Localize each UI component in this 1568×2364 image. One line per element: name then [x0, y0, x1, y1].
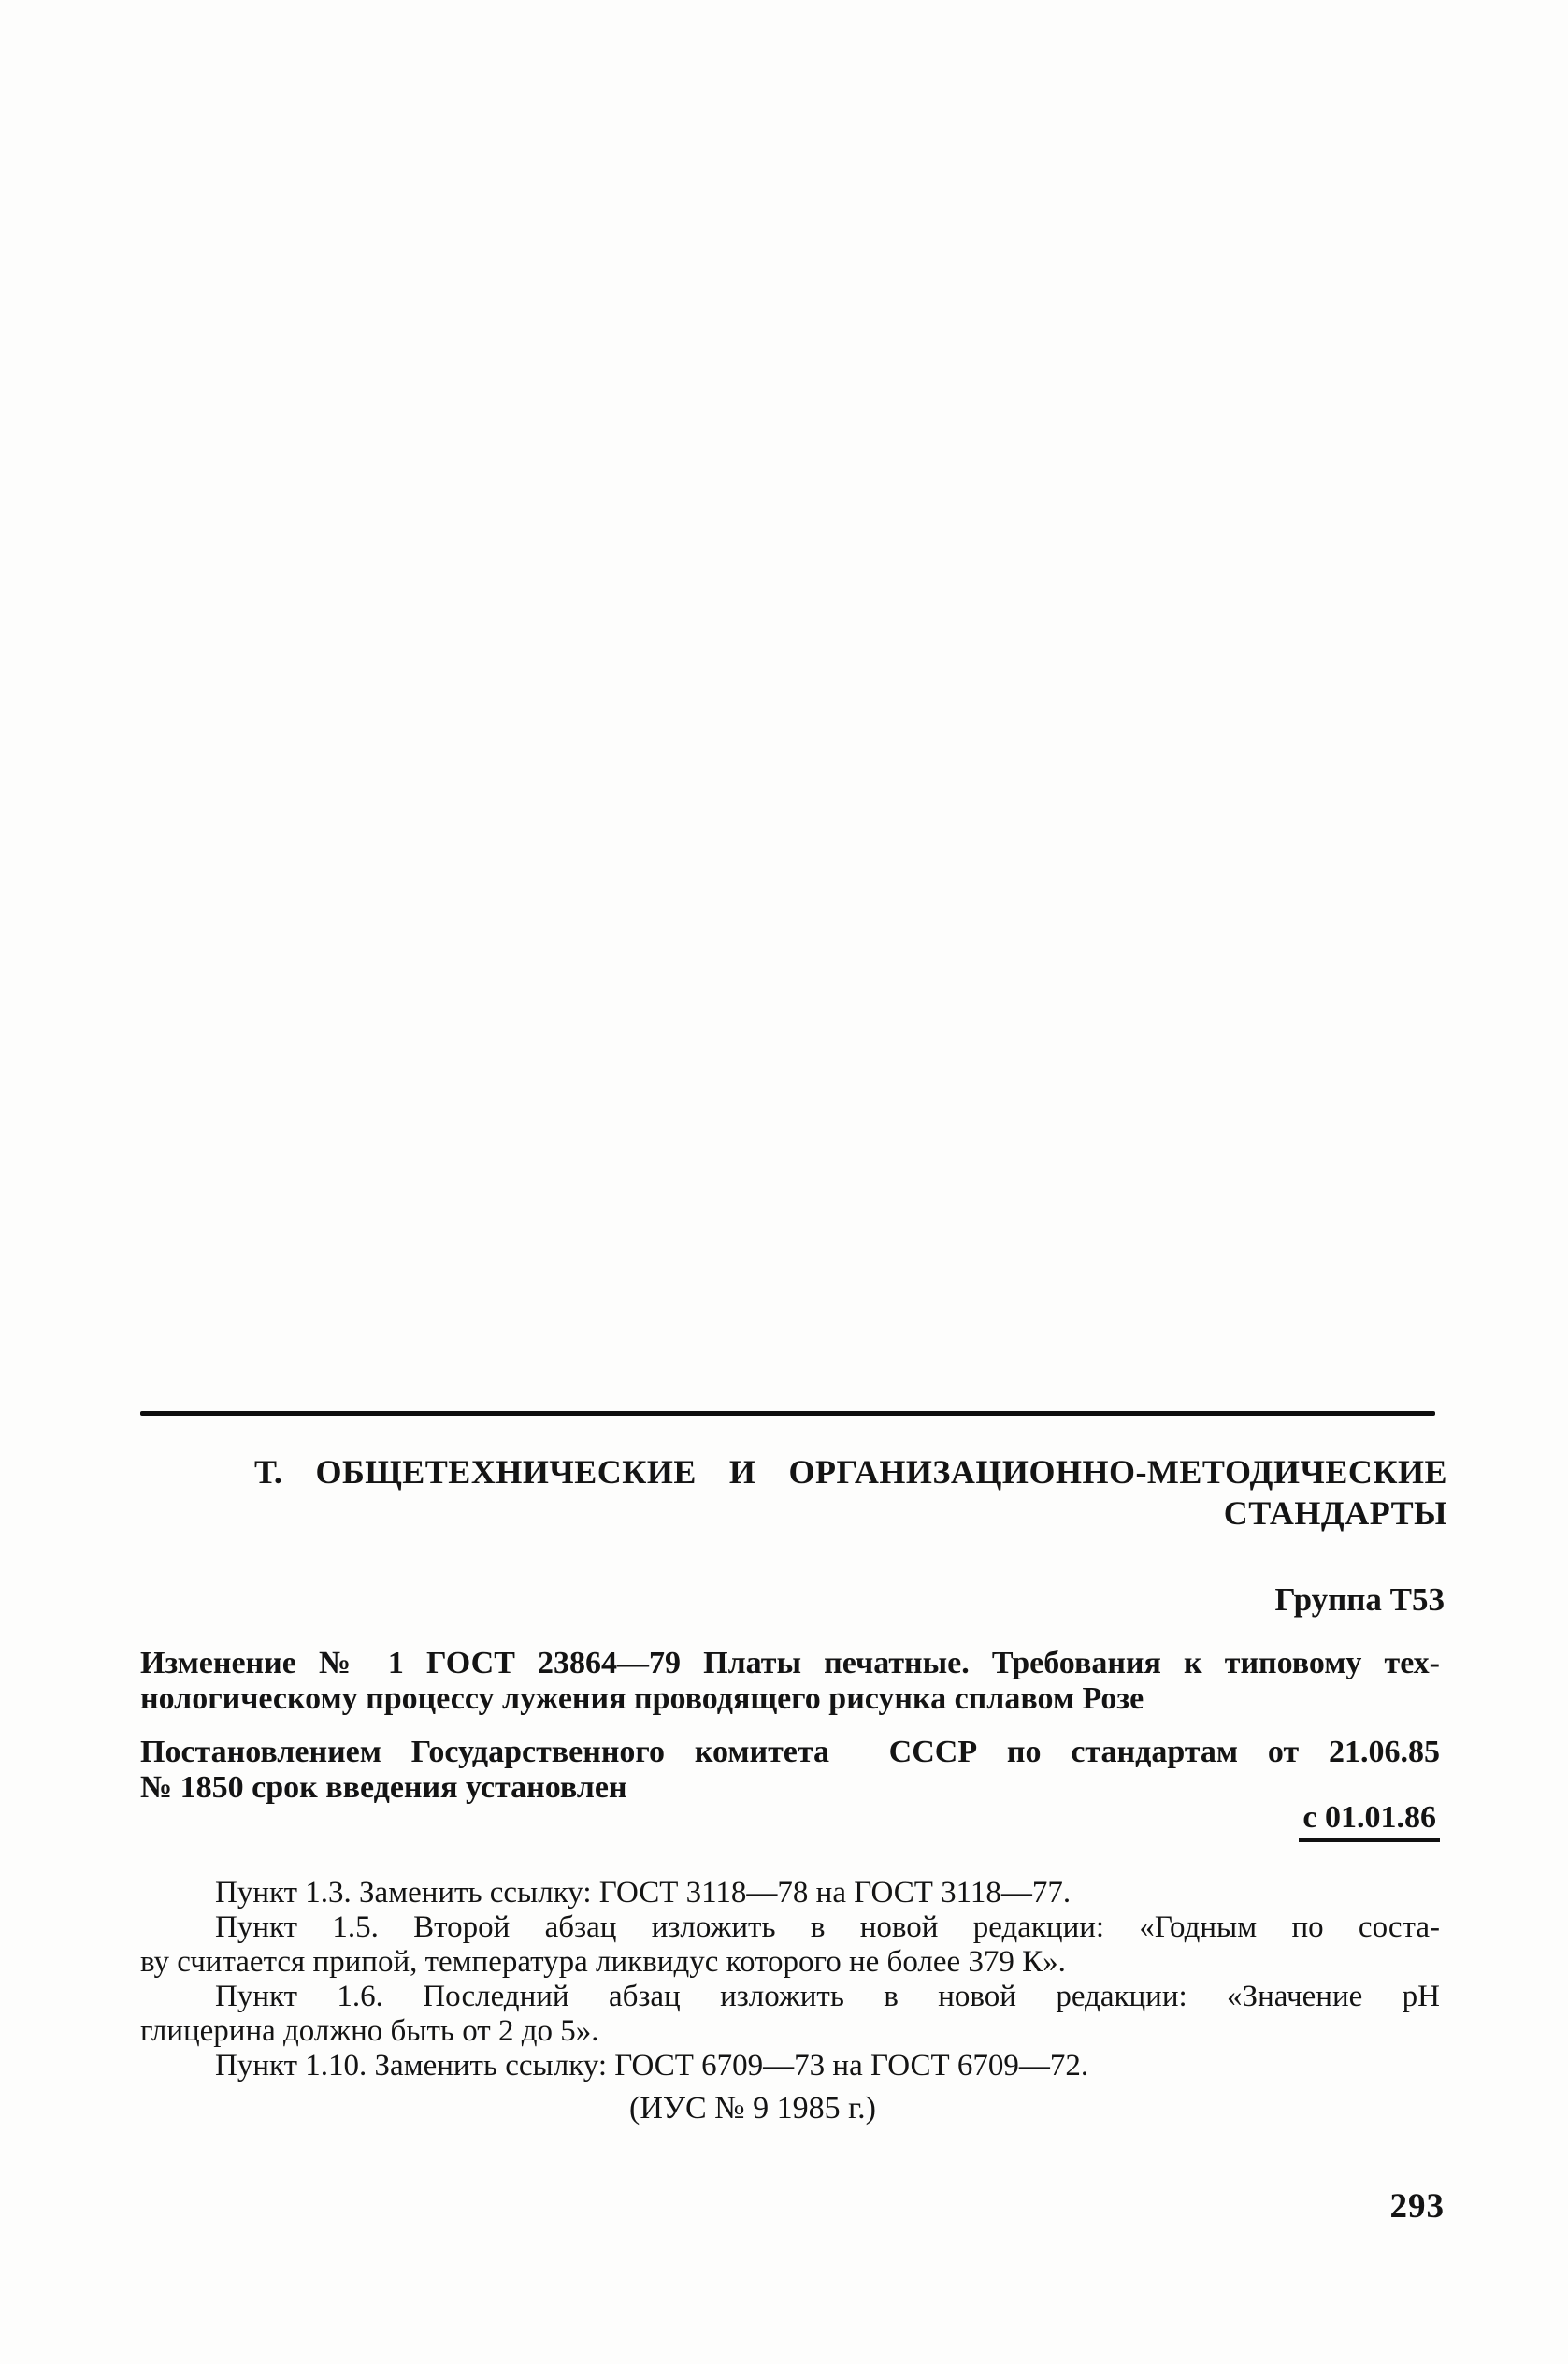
section-heading-line2: СТАНДАРТЫ	[1223, 1494, 1447, 1532]
effective-date-row	[140, 1800, 1440, 1842]
group-code: Группа Т53	[1274, 1581, 1445, 1618]
amendment-title-line2: нологическому процессу лужения проводящего рисунка сплавом Розе	[140, 1681, 1144, 1716]
effective-date: с 01.01.86	[1299, 1800, 1440, 1842]
source-note: (ИУС № 9 1985 г.)	[629, 2091, 876, 2126]
change-item-1-6-line1: Пункт 1.6. Последний абзац изложить в новой редакции: «Значение рН	[215, 1980, 1440, 2013]
decree-paragraph	[140, 1735, 1440, 1806]
amendment-title	[140, 1646, 1440, 1717]
amendment-title-line1: Изменение № 1 ГОСТ 23864—79 Платы печатные. Требования к типовому тех-	[140, 1646, 1440, 1680]
change-item-1-5-line1: Пункт 1.5. Второй абзац изложить в новой редакции: «Годным по соста-	[215, 1910, 1440, 1944]
decree-line1: Постановлением Государственного комитета СССР по стандартам от 21.06.85	[140, 1735, 1440, 1769]
section-divider-rule	[140, 1411, 1435, 1416]
change-item-1-5-line2: ву считается припой, температура ликвидус которого не более 379 К».	[140, 1945, 1066, 1979]
change-item-1-6-line2: глицерина должно быть от 2 до 5».	[140, 2014, 599, 2048]
change-items	[140, 1876, 1440, 2083]
decree-line2: № 1850 срок введения установлен	[140, 1770, 627, 1805]
change-item-1-3: Пункт 1.3. Заменить ссылку: ГОСТ 3118—78 на ГОСТ 3118—77.	[215, 1876, 1072, 1910]
page-number: 293	[1389, 2187, 1445, 2226]
change-item-1-10: Пункт 1.10. Заменить ссылку: ГОСТ 6709—73 на ГОСТ 6709—72.	[215, 2049, 1089, 2083]
section-heading-line1: Т. ОБЩЕТЕХНИЧЕСКИЕ И ОРГАНИЗАЦИОННО-МЕТОДИЧЕСКИЕ	[254, 1453, 1447, 1491]
section-heading	[254, 1451, 1447, 1534]
